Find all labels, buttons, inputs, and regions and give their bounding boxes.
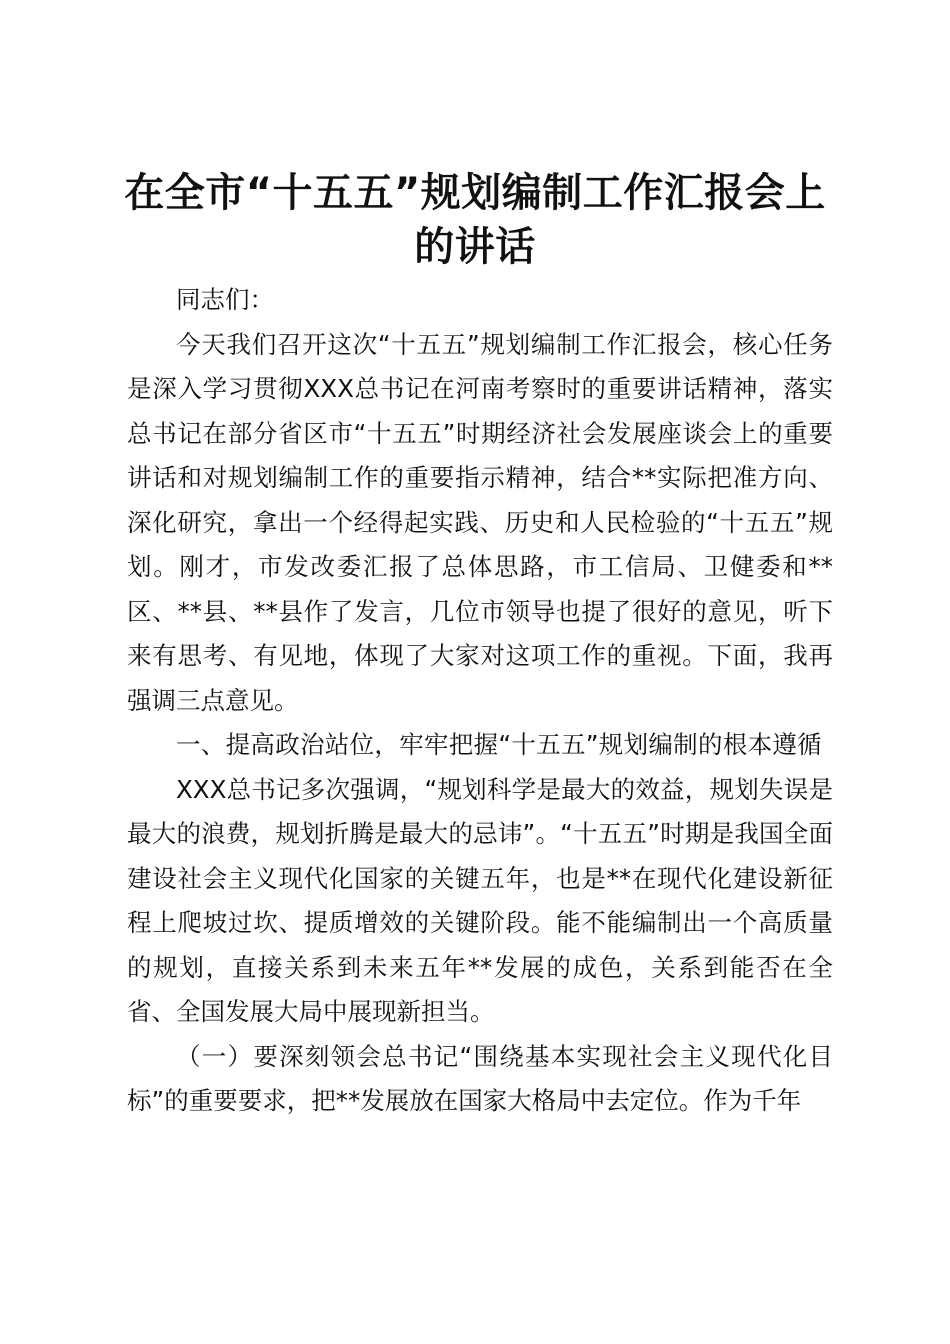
intro-paragraph: 今天我们召开这次“十五五”规划编制工作汇报会，核心任务是深入学习贯彻XXX总书记在河南考察时的重要讲话精神，落实总书记在部分省区市“十五五”时期经济社会发展座谈会上的重要讲话和对规划编制工作的重要指示精神，结合**实际把准方向、深化研究，拿出一个经得起实践、历史和人民检验的“十五五”规划。刚才，市发改委汇报了总体思路，市工信局、卫健委和**区、**县、**县作了发言，几位市领导也提了很好的意见，听下来有思考、有见地，体现了大家对这项工作的重视。下面，我再强调三点意见。	[127, 329, 833, 715]
section-paragraph: XXX总书记多次强调，“规划科学是最大的效益，规划失误是最大的浪费，规划折腾是最大的忌讳”。“十五五”时期是我国全面建设社会主义现代化国家的关键五年，也是**在现代化建设新征程上爬坡过坎、提质增效的关键阶段。能不能编制出一个高质量的规划，直接关系到未来五年**发展的成色，关系到能否在全省、全国发展大局中展现新担当。	[127, 774, 833, 1026]
document-body	[127, 278, 833, 1124]
section-heading: 一、提高政治站位，牢牢把握“十五五”规划编制的根本遵循	[176, 730, 822, 759]
document-title: 在全市“十五五”规划编制工作汇报会上的讲话	[124, 170, 826, 270]
subsection-paragraph: （一）要深刻领会总书记“围绕基本实现社会主义现代化目标”的重要要求，把**发展放在国家大格局中去定位。作为千年	[127, 1041, 833, 1115]
salutation-paragraph: 同志们：	[176, 285, 274, 314]
